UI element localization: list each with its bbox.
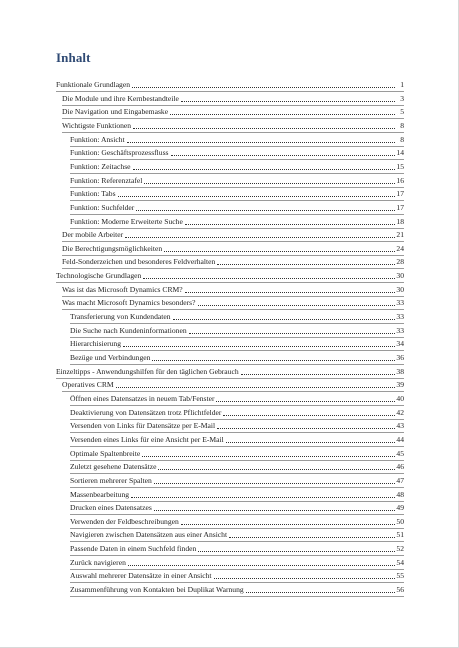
- toc-entry-page: 47: [396, 475, 404, 485]
- toc-leader-dots: [214, 578, 396, 579]
- toc-entry-page: 48: [396, 489, 404, 499]
- toc-leader-dots: [198, 551, 395, 552]
- toc-entry[interactable]: [70, 147, 404, 159]
- toc-leader-dots: [170, 114, 395, 115]
- toc-leader-dots: [164, 251, 395, 252]
- toc-leader-dots: [132, 87, 395, 88]
- toc-entry[interactable]: [70, 434, 404, 446]
- toc-entry[interactable]: [70, 584, 404, 596]
- toc-entry-title: Die Navigation und Eingabemaske: [62, 107, 169, 117]
- toc-entry-title: Was ist das Microsoft Dynamics CRM?: [62, 284, 183, 294]
- toc-entry[interactable]: [70, 311, 404, 323]
- toc-entry-title: Feld-Sonderzeichen und besonderes Feldverhalten: [62, 257, 216, 267]
- toc-leader-dots: [185, 292, 395, 293]
- toc-leader-dots: [116, 387, 395, 388]
- toc-entry-page: 14: [396, 148, 404, 158]
- toc-entry-title: Verwenden der Feldbeschreibungen: [70, 516, 179, 526]
- toc-entry-page: 3: [400, 93, 404, 103]
- toc-leader-dots: [246, 592, 395, 593]
- toc-leader-dots: [223, 415, 395, 416]
- toc-leader-dots: [154, 483, 395, 484]
- toc-entry-page: 49: [396, 503, 404, 513]
- toc-leader-dots: [217, 264, 395, 265]
- toc-entry-page: 52: [396, 544, 404, 554]
- toc-entry[interactable]: [62, 120, 404, 132]
- toc-entry-title: Zuletzt gesehene Datensätze: [70, 462, 157, 472]
- toc-entry-title: Einzeltipps - Anwendungshilfen für den täglichen Gebrauch: [56, 366, 239, 376]
- toc-entry[interactable]: [70, 557, 404, 569]
- toc-entry[interactable]: [62, 93, 404, 105]
- toc-leader-dots: [171, 155, 396, 156]
- toc-entry[interactable]: [70, 475, 404, 487]
- toc-entry-page: 21: [396, 230, 404, 240]
- toc-leader-dots: [181, 101, 395, 102]
- toc-entry-page: 43: [396, 421, 404, 431]
- toc-entry-title: Der mobile Arbeiter: [62, 230, 124, 240]
- toc-entry[interactable]: [70, 202, 404, 214]
- toc-entry-title: Öffnen eines Datensatzes in neuem Tab/Fenster: [70, 393, 215, 403]
- toc-entry-title: Sortieren mehrerer Spalten: [70, 475, 152, 485]
- toc-entry-title: Optimale Spaltenbreite: [70, 448, 141, 458]
- toc-entry-title: Massenbearbeitung: [70, 489, 130, 499]
- toc-entry-title: Zusammenführung von Kontakten bei Duplikat Warnung: [70, 585, 244, 595]
- toc-entry-page: 45: [396, 448, 404, 458]
- toc-entry-title: Zurück navigieren: [70, 557, 126, 567]
- toc-entry-title: Transferierung von Kundendaten: [70, 312, 171, 322]
- toc-leader-dots: [142, 456, 395, 457]
- toc-entry-title: Passende Daten in einem Suchfeld finden: [70, 544, 197, 554]
- toc-entry-page: 38: [396, 366, 404, 376]
- toc-entry-title: Funktion: Zeitachse: [70, 161, 131, 171]
- toc-leader-dots: [217, 428, 395, 429]
- toc-entry-page: 46: [396, 462, 404, 472]
- toc-entry-page: 8: [400, 120, 404, 130]
- toc-entry[interactable]: [70, 516, 404, 528]
- toc-entry[interactable]: [62, 229, 404, 241]
- toc-entry-title: Deaktivierung von Datensätzen trotz Pflichtfelder: [70, 407, 222, 417]
- toc-entry-title: Die Suche nach Kundeninformationen: [70, 325, 187, 335]
- toc-entry[interactable]: [70, 188, 404, 200]
- toc-entry-page: 8: [400, 134, 404, 144]
- toc-leader-dots: [152, 360, 395, 361]
- toc-entry[interactable]: [70, 161, 404, 173]
- toc-leader-dots: [123, 346, 395, 347]
- toc-entry-page: 24: [396, 243, 404, 253]
- toc-leader-dots: [185, 224, 395, 225]
- toc-leader-dots: [189, 333, 395, 334]
- toc-entry-title: Technologische Grundlagen: [56, 271, 142, 281]
- toc-leader-dots: [198, 305, 395, 306]
- toc-leader-dots: [216, 401, 395, 402]
- toc-entry-page: 51: [396, 530, 404, 540]
- toc-entry-page: 34: [396, 339, 404, 349]
- toc-entry[interactable]: [70, 448, 404, 460]
- toc-entry-page: 15: [396, 161, 404, 171]
- toc-entry[interactable]: [56, 366, 404, 378]
- toc-entry[interactable]: [70, 461, 404, 473]
- toc-entry[interactable]: [62, 106, 404, 118]
- toc-entry[interactable]: [70, 134, 404, 146]
- toc-entry-title: Operatives CRM: [62, 380, 114, 390]
- toc-entry[interactable]: [56, 270, 404, 282]
- toc-leader-dots: [173, 319, 395, 320]
- toc-entry-page: 42: [396, 407, 404, 417]
- toc-entry-page: 36: [396, 353, 404, 362]
- toc-entry-page: 1: [400, 80, 404, 89]
- toc-entry[interactable]: [62, 297, 404, 309]
- toc-entry-page: 39: [396, 380, 404, 390]
- toc-entry-title: Die Module und ihre Kernbestandteile: [62, 93, 179, 103]
- toc-leader-dots: [154, 510, 395, 511]
- toc-title: Inhalt: [56, 50, 91, 65]
- toc-leader-dots: [158, 469, 395, 470]
- toc-entry[interactable]: [70, 407, 404, 419]
- toc-entry-title: Versenden von Links für Datensätze per E-Mail: [70, 421, 216, 431]
- toc-entry-page: 28: [396, 257, 404, 267]
- toc-entry-page: 5: [400, 107, 404, 117]
- toc-entry[interactable]: [70, 420, 404, 432]
- toc-entry-page: 44: [396, 434, 404, 444]
- toc-entry-title: Hierarchisierung: [70, 339, 122, 349]
- toc-leader-dots: [118, 196, 395, 197]
- toc-entry[interactable]: [70, 393, 404, 405]
- toc-entry-page: 30: [396, 284, 404, 294]
- toc-entry[interactable]: [70, 175, 404, 187]
- toc-entry[interactable]: [62, 256, 404, 268]
- toc-leader-dots: [143, 278, 395, 279]
- toc-entry-title: Versenden eines Links für eine Ansicht per E-Mail: [70, 434, 224, 444]
- toc-entry[interactable]: [56, 79, 404, 91]
- toc-leader-dots: [136, 210, 395, 211]
- toc-entry-title: Die Berechtigungsmöglichkeiten: [62, 243, 163, 253]
- toc-entry-title: Was macht Microsoft Dynamics besonders?: [62, 298, 196, 308]
- toc-entry-page: 33: [396, 325, 404, 335]
- toc-entry-title: Funktion: Geschäftsprozessfluss: [70, 148, 169, 158]
- toc-leader-dots: [226, 442, 395, 443]
- toc-entry-title: Funktion: Moderne Erweiterte Suche: [70, 216, 183, 226]
- toc-entry-page: 30: [396, 271, 404, 281]
- toc-entry-page: 17: [396, 202, 404, 212]
- toc-entry-title: Wichtigste Funktionen: [62, 120, 132, 130]
- toc-leader-dots: [133, 169, 395, 170]
- toc-entry-title: Drucken eines Datensatzes: [70, 503, 152, 513]
- toc-entry-title: Bezüge und Verbindungen: [70, 353, 151, 362]
- toc-entry[interactable]: [70, 502, 404, 514]
- toc-entry[interactable]: [62, 379, 404, 391]
- toc-entry[interactable]: [70, 543, 404, 555]
- toc-entry-page: 18: [396, 216, 404, 226]
- toc-entry[interactable]: [70, 338, 404, 350]
- toc-entry[interactable]: [70, 570, 404, 582]
- toc-leader-dots: [229, 537, 395, 538]
- toc-entry-title: Funktion: Ansicht: [70, 134, 125, 144]
- toc-entry-page: 55: [396, 571, 404, 581]
- toc-leader-dots: [181, 524, 395, 525]
- toc-entry-page: 56: [396, 585, 404, 595]
- toc-entry-page: 17: [396, 189, 404, 199]
- toc-leader-dots: [133, 128, 395, 129]
- toc-entry-title: Funktion: Suchfelder: [70, 202, 135, 212]
- toc-leader-dots: [131, 497, 395, 498]
- toc-entry[interactable]: [70, 529, 404, 541]
- toc-leader-dots: [128, 565, 395, 566]
- toc-entry-page: 50: [396, 516, 404, 526]
- toc-entry-page: 16: [396, 175, 404, 185]
- toc-leader-dots: [125, 237, 395, 238]
- toc-leader-dots: [241, 374, 395, 375]
- toc-entry[interactable]: [70, 325, 404, 337]
- toc-entry-title: Navigieren zwischen Datensätzen aus einer Ansicht: [70, 530, 228, 540]
- toc-entry-title: Funktion: Referenztafel: [70, 175, 143, 185]
- toc-entry[interactable]: [62, 243, 404, 255]
- toc-entry[interactable]: [70, 352, 404, 364]
- toc-entry-title: Auswahl mehrerer Datensätze in einer Ansicht: [70, 571, 212, 581]
- toc-entry-title: Funktionale Grundlagen: [56, 80, 131, 89]
- toc-entry-title: Funktion: Tabs: [70, 189, 116, 199]
- toc-leader-dots: [127, 142, 395, 143]
- toc-entry[interactable]: [70, 216, 404, 228]
- toc-entry-page: 40: [396, 393, 404, 403]
- toc-entry-page: 33: [396, 312, 404, 322]
- toc-leader-dots: [144, 183, 395, 184]
- toc-entry[interactable]: [70, 489, 404, 501]
- toc-entry[interactable]: [62, 284, 404, 296]
- toc-entry-underline: [70, 596, 404, 597]
- toc-entry-page: 33: [396, 298, 404, 308]
- toc-entry-page: 54: [396, 557, 404, 567]
